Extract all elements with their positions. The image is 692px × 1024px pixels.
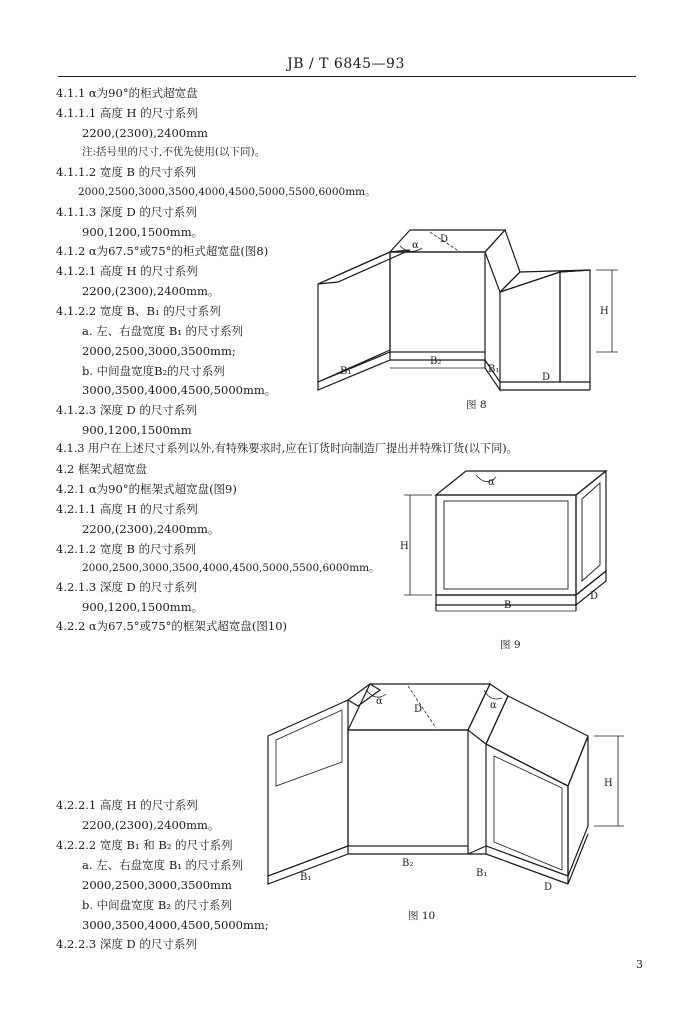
- standard-number-header: JB / T 6845—93: [287, 56, 405, 72]
- clause-4-2-2-2: 4.2.2.2 宽度 B₁ 和 B₂ 的尺寸系列: [56, 838, 233, 852]
- fig10-depth-label-top: D: [414, 704, 423, 715]
- width-values-4-1-1-2: 2000,2500,3000,3500,4000,4500,5000,5500,6000mm。: [78, 186, 376, 198]
- fig10-height-label: H: [604, 778, 613, 789]
- fig8-alpha-label: α: [412, 240, 419, 251]
- fig9-depth-label: D: [590, 591, 599, 602]
- clause-4-2-1-3: 4.2.1.3 深度 D 的尺寸系列: [56, 580, 197, 594]
- depth-values-4-1-2-3: 900,1200,1500mm: [82, 423, 192, 437]
- height-values-4-2-1-1: 2200,(2300),2400mm。: [82, 522, 220, 536]
- clause-4-2-2: 4.2.2 α为67.5°或75°的框架式超宽盘(图10): [56, 619, 288, 633]
- fig8-height-label: H: [600, 306, 609, 317]
- figure-9-caption: 图 9: [500, 639, 521, 651]
- fig8-b1-right-label: B₁: [488, 364, 500, 375]
- fig9-alpha-label: α: [488, 477, 495, 488]
- values-a-4-1-2-2: 2000,2500,3000,3500mm;: [82, 344, 236, 358]
- fig9-width-label: B: [504, 600, 512, 611]
- fig9-height-label: H: [400, 541, 409, 552]
- clause-4-1-2: 4.1.2 α为67.5°或75°的柜式超宽盘(图8): [56, 244, 269, 258]
- clause-4-2-2-1: 4.2.2.1 高度 H 的尺寸系列: [56, 798, 198, 812]
- figure-9-frame-diagram: [396, 465, 624, 627]
- item-b-4-2-2-2: b. 中间盘宽度 B₂ 的尺寸系列: [82, 898, 233, 912]
- height-values-4-2-2-1: 2200,(2300),2400mm。: [82, 818, 220, 832]
- fig8-depth-bottom-label: D: [542, 372, 551, 383]
- clause-4-2-1-2: 4.2.1.2 宽度 B 的尺寸系列: [56, 542, 197, 556]
- page-number: 3: [636, 958, 643, 971]
- fig10-alpha-left-label: α: [376, 696, 383, 707]
- fig10-b2-label: B₂: [402, 858, 414, 869]
- item-a-4-1-2-2: a. 左、右盘宽度 B₁ 的尺寸系列: [82, 324, 244, 338]
- clause-4-1-2-2: 4.1.2.2 宽度 B、B₁ 的尺寸系列: [56, 304, 221, 318]
- item-a-4-2-2-2: a. 左、右盘宽度 B₁ 的尺寸系列: [82, 858, 244, 872]
- fig10-alpha-right-label: α: [490, 700, 497, 711]
- fig8-b2-label: B₂: [430, 356, 442, 367]
- clause-4-1-1: 4.1.1 α为90°的柜式超宽盘: [56, 86, 198, 100]
- figure-10-caption: 图 10: [408, 910, 436, 922]
- depth-values-4-1-1-3: 900,1200,1500mm。: [82, 225, 204, 239]
- fig10-b1-right-label: B₁: [476, 868, 488, 879]
- clause-4-2-2-3: 4.2.2.3 深度 D 的尺寸系列: [56, 937, 197, 951]
- figure-8-caption: 图 8: [466, 399, 487, 411]
- header-rule: [58, 76, 636, 77]
- note-brackets: 注:括号里的尺寸,不优先使用(以下同)。: [82, 146, 266, 158]
- fig10-b1-left-label: B₁: [300, 872, 312, 883]
- clause-4-1-1-2: 4.1.1.2 宽度 B 的尺寸系列: [56, 165, 197, 179]
- item-b-4-1-2-2: b. 中间盘宽度B₂的尺寸系列: [82, 364, 225, 378]
- clause-4-1-2-1: 4.1.2.1 高度 H 的尺寸系列: [56, 264, 198, 278]
- clause-4-2-1: 4.2.1 α为90°的框架式超宽盘(图9): [56, 482, 237, 496]
- height-values-4-1-1-1: 2200,(2300),2400mm: [82, 126, 208, 140]
- values-b-4-2-2-2: 3000,3500,4000,4500,5000mm;: [82, 918, 269, 932]
- height-values-4-1-2-1: 2200,(2300),2400mm。: [82, 284, 220, 298]
- clause-4-1-1-3: 4.1.1.3 深度 D 的尺寸系列: [56, 205, 197, 219]
- clause-4-2: 4.2 框架式超宽盘: [56, 462, 147, 476]
- width-values-4-2-1-2: 2000,2500,3000,3500,4000,4500,5000,5500,6000mm。: [82, 562, 380, 574]
- fig8-depth-label-top: D: [440, 234, 449, 245]
- clause-4-1-2-3: 4.1.2.3 深度 D 的尺寸系列: [56, 403, 197, 417]
- figure-8-cabinet-diagram: [300, 222, 640, 400]
- fig10-depth-bottom-label: D: [544, 882, 553, 893]
- values-b-4-1-2-2: 3000,3500,4000,4500,5000mm。: [82, 383, 277, 397]
- figure-10-frame-diagram: [258, 676, 638, 908]
- clause-4-1-1-1: 4.1.1.1 高度 H 的尺寸系列: [56, 106, 198, 120]
- depth-values-4-2-1-3: 900,1200,1500mm。: [82, 600, 204, 614]
- clause-4-1-3: 4.1.3 用户在上述尺寸系列以外,有特殊要求时,应在订货时向制造厂提出并特殊订货(以下同)。: [56, 442, 518, 455]
- clause-4-2-1-1: 4.2.1.1 高度 H 的尺寸系列: [56, 502, 198, 516]
- values-a-4-2-2-2: 2000,2500,3000,3500mm: [82, 878, 232, 892]
- fig8-b1-left-label: B₁: [340, 366, 352, 377]
